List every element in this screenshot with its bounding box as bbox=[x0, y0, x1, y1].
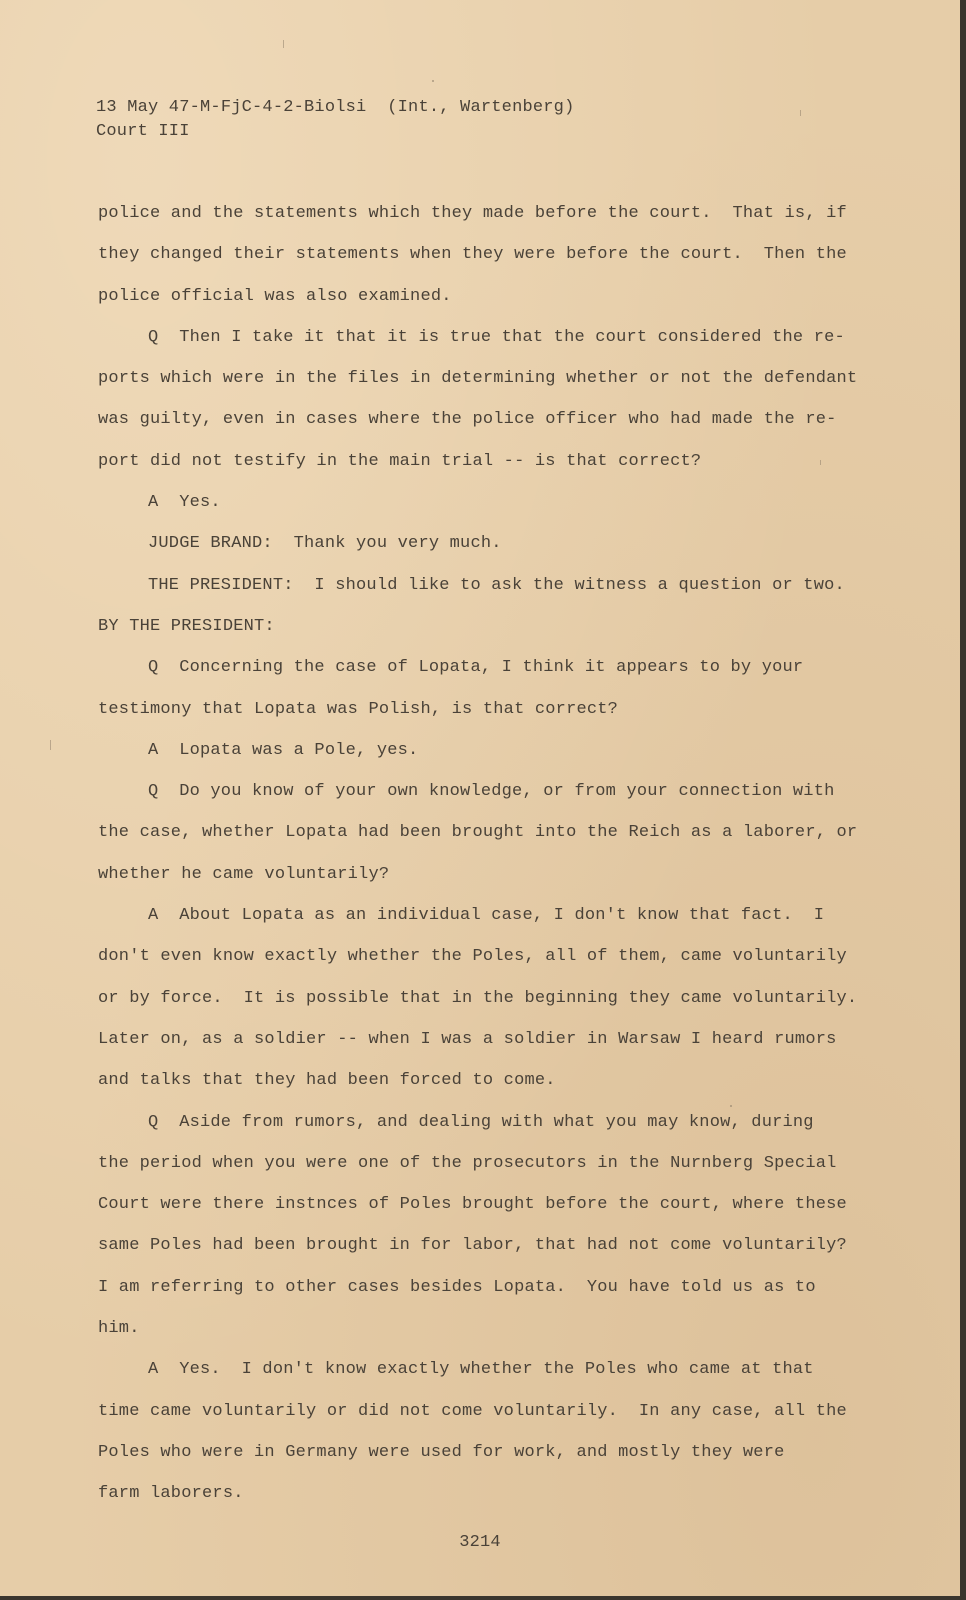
text-line: Q Do you know of your own knowledge, or from your connection with bbox=[148, 782, 835, 802]
text-line: I am referring to other cases besides Lopata. You have told us as to bbox=[98, 1277, 816, 1297]
text-line: they changed their statements when they were before the court. Then the bbox=[98, 245, 847, 265]
text-line: Q Aside from rumors, and dealing with what you may know, during bbox=[148, 1112, 814, 1132]
text-line: JUDGE BRAND: Thank you very much. bbox=[148, 534, 502, 554]
text-line: BY THE PRESIDENT: bbox=[98, 616, 275, 636]
page-number: 3214 bbox=[459, 1533, 501, 1552]
header-court: Court III bbox=[96, 122, 190, 141]
paper-speck bbox=[432, 80, 434, 82]
text-line: or by force. It is possible that in the beginning they came voluntarily. bbox=[98, 988, 858, 1008]
text-line: whether he came voluntarily? bbox=[98, 864, 390, 884]
paper-speck bbox=[820, 460, 821, 465]
header-reference: 13 May 47-M-FjC-4-2-Biolsi (Int., Wartenberg) bbox=[96, 98, 575, 117]
text-line: Later on, as a soldier -- when I was a soldier in Warsaw I heard rumors bbox=[98, 1029, 837, 1049]
text-line: A Yes. I don't know exactly whether the Poles who came at that bbox=[148, 1360, 814, 1380]
text-line: farm laborers. bbox=[98, 1484, 244, 1504]
text-line: and talks that they had been forced to come. bbox=[98, 1071, 556, 1091]
text-line: A Lopata was a Pole, yes. bbox=[148, 740, 419, 760]
text-line: ports which were in the files in determining whether or not the defendant bbox=[98, 369, 858, 389]
text-line: him. bbox=[98, 1319, 140, 1339]
text-line: port did not testify in the main trial -- is that correct? bbox=[98, 451, 702, 471]
paper-speck bbox=[800, 110, 801, 116]
paper-speck bbox=[283, 40, 284, 48]
text-line: same Poles had been brought in for labor, that had not come voluntarily? bbox=[98, 1236, 847, 1256]
text-line: Q Concerning the case of Lopata, I think it appears to by your bbox=[148, 658, 804, 678]
transcript-body bbox=[98, 198, 858, 1520]
text-line: Poles who were in Germany were used for work, and mostly they were bbox=[98, 1442, 785, 1462]
text-line: A Yes. bbox=[148, 493, 221, 513]
text-line: time came voluntarily or did not come voluntarily. In any case, all the bbox=[98, 1401, 847, 1421]
text-line: Q Then I take it that it is true that the court considered the re- bbox=[148, 327, 845, 347]
text-line: was guilty, even in cases where the police officer who had made the re- bbox=[98, 410, 837, 430]
text-line: the period when you were one of the prosecutors in the Nurnberg Special bbox=[98, 1153, 837, 1173]
scan-edge-bottom bbox=[0, 1596, 966, 1600]
scan-edge-right bbox=[960, 0, 966, 1600]
paper-speck bbox=[50, 740, 51, 750]
text-line: A About Lopata as an individual case, I don't know that fact. I bbox=[148, 906, 825, 926]
text-line: police official was also examined. bbox=[98, 286, 452, 306]
text-line: testimony that Lopata was Polish, is that correct? bbox=[98, 699, 619, 719]
paper-speck bbox=[730, 1105, 732, 1107]
document-header bbox=[96, 96, 574, 144]
text-line: don't even know exactly whether the Poles, all of them, came voluntarily bbox=[98, 947, 847, 967]
text-line: Court were there instnces of Poles brought before the court, where these bbox=[98, 1195, 847, 1215]
text-line: the case, whether Lopata had been brought into the Reich as a laborer, or bbox=[98, 823, 858, 843]
text-line: police and the statements which they made before the court. That is, if bbox=[98, 204, 847, 223]
text-line: THE PRESIDENT: I should like to ask the witness a question or two. bbox=[148, 575, 845, 595]
